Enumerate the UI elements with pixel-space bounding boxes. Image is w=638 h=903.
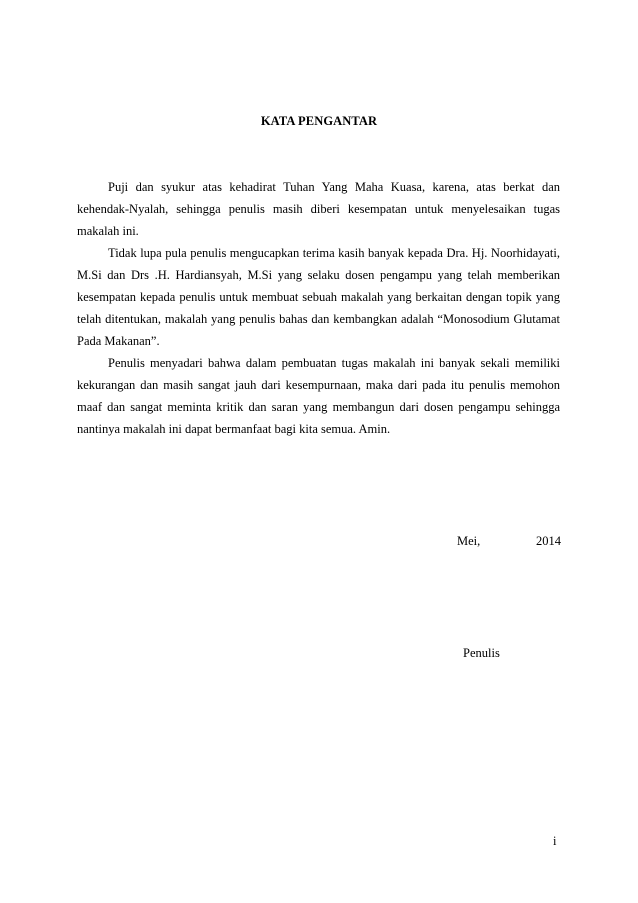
date-month: Mei, xyxy=(457,534,481,548)
body-text xyxy=(77,176,560,440)
paragraph-acknowledgement: Tidak lupa pula penulis mengucapkan terima kasih banyak kepada Dra. Hj. Noorhidayati, M.Si dan Drs .H. Hardiansyah, M.Si yang selaku dosen pengampu yang telah memberikan kesempatan kepada penulis untuk membuat sebuah makalah yang berkaitan dengan topik yang telah ditentukan, makalah yang penulis bahas dan kembangkan adalah “Monosodium Glutamat Pada Makanan”. xyxy=(77,246,560,348)
author-signature: Penulis xyxy=(463,646,500,660)
paragraph-gratitude: Puji dan syukur atas kehadirat Tuhan Yang Maha Kuasa, karena, atas berkat dan kehendak-Nyalah, sehingga penulis masih diberi kesempatan untuk menyelesaikan tugas makalah ini. xyxy=(77,180,560,238)
page-title: KATA PENGANTAR xyxy=(260,114,378,128)
paragraph-apology: Penulis menyadari bahwa dalam pembuatan tugas makalah ini banyak sekali memiliki kekurangan dan masih sangat jauh dari kesempurnaan, maka dari pada itu penulis memohon maaf dan sangat meminta kritik dan saran yang membangun dari dosen pengampu sehingga nantinya makalah ini dapat bermanfaat bagi kita semua. Amin. xyxy=(77,356,560,436)
date-line xyxy=(457,534,561,549)
page-number: i xyxy=(553,834,557,848)
date-year: 2014 xyxy=(536,534,561,548)
